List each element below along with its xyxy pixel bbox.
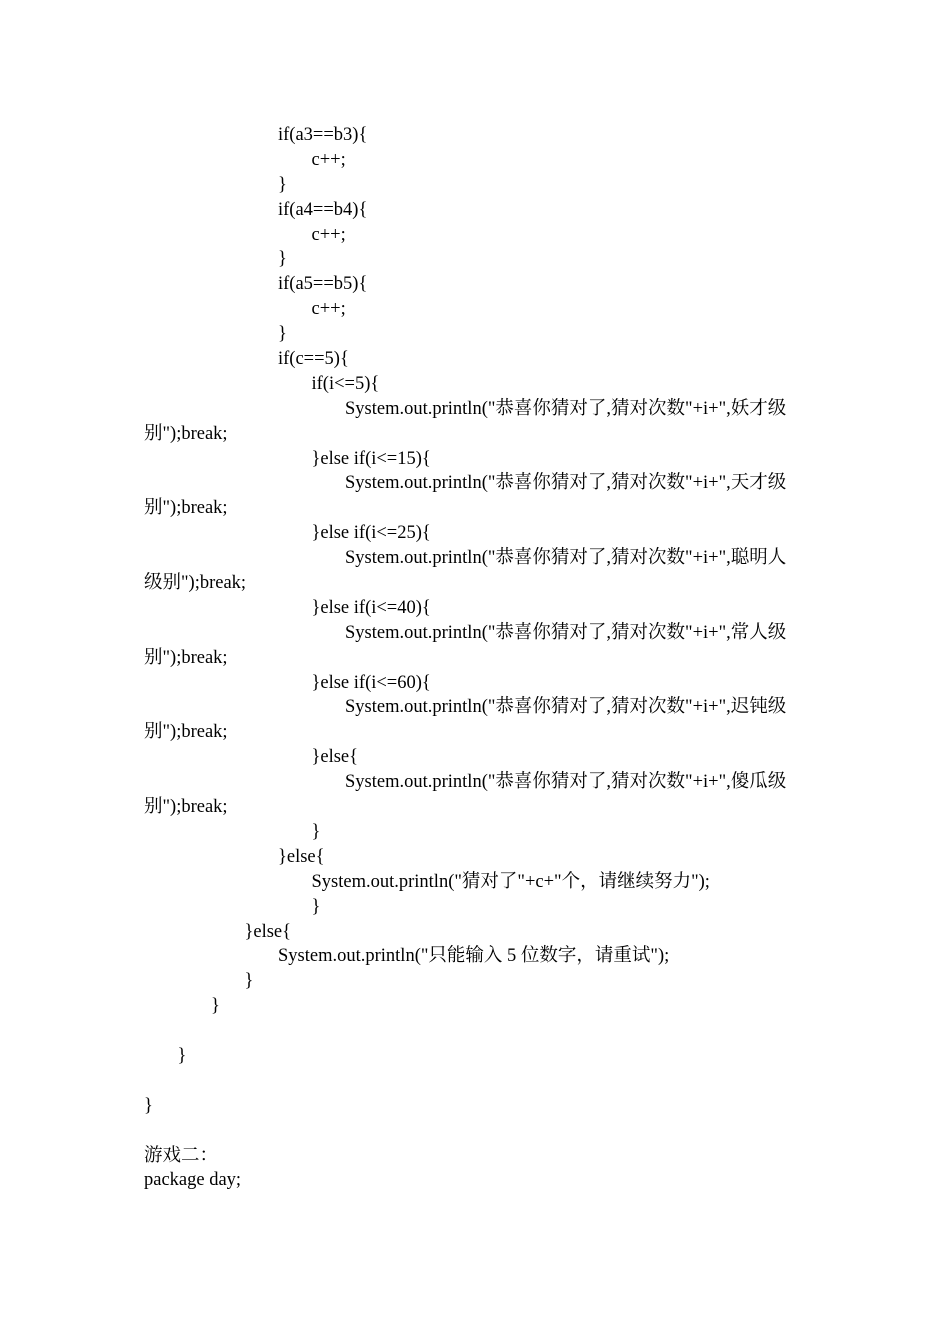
code-line	[0, 770, 950, 795]
code-line-text: 别");break;	[144, 423, 228, 444]
code-line-text: if(a5==b5){	[278, 274, 368, 295]
code-line	[0, 745, 950, 770]
code-line	[0, 521, 950, 546]
code-line-text: c++;	[311, 224, 346, 245]
code-line-text: 别");break;	[144, 647, 228, 668]
code-line	[0, 198, 950, 223]
code-line	[0, 322, 950, 347]
code-line	[0, 571, 950, 596]
code-line-text: }	[177, 1045, 187, 1066]
code-line	[0, 820, 950, 845]
code-listing	[0, 123, 950, 1193]
code-line-text: System.out.println("恭喜你猜对了,猜对次数"+i+",妖才级	[345, 398, 787, 419]
code-line	[0, 372, 950, 397]
code-line	[0, 397, 950, 422]
code-line-text: System.out.println("恭喜你猜对了,猜对次数"+i+",常人级	[345, 622, 787, 643]
code-line-text: }	[244, 971, 254, 992]
code-line-text: }	[278, 249, 287, 270]
code-line	[0, 646, 950, 671]
code-line	[0, 123, 950, 148]
code-line-text: }else{	[278, 846, 325, 867]
code-line-text: System.out.println("恭喜你猜对了,猜对次数"+i+",迟钝级	[345, 697, 787, 718]
code-line-text: }	[211, 996, 220, 1017]
code-line	[0, 621, 950, 646]
code-line	[0, 895, 950, 920]
code-line	[0, 1044, 950, 1069]
code-line	[0, 422, 950, 447]
code-line	[0, 845, 950, 870]
code-line	[0, 347, 950, 372]
code-line	[0, 720, 950, 745]
code-line-text: if(c==5){	[278, 349, 349, 370]
code-line-text: 别");break;	[144, 797, 228, 818]
code-line	[0, 148, 950, 173]
code-line	[0, 969, 950, 994]
code-line	[0, 870, 950, 895]
code-line	[0, 247, 950, 272]
code-line-text: 别");break;	[144, 498, 228, 519]
code-line	[0, 994, 950, 1019]
code-line	[0, 795, 950, 820]
code-line-text: c++;	[311, 299, 346, 320]
code-line-text: }else{	[311, 747, 359, 768]
code-line-text: }	[278, 174, 287, 195]
code-line-text: }	[278, 324, 287, 345]
code-line-text: System.out.println("恭喜你猜对了,猜对次数"+i+",天才级	[345, 473, 787, 494]
code-line-text: }else if(i<=60){	[311, 672, 431, 693]
code-line	[0, 1168, 950, 1193]
code-line-text: }else if(i<=25){	[311, 523, 431, 544]
code-line-text: }	[144, 1095, 153, 1116]
code-line-text: 别");break;	[144, 722, 228, 743]
code-line-text: }else{	[244, 921, 292, 942]
code-line-text: System.out.println("恭喜你猜对了,猜对次数"+i+",傻瓜级	[345, 772, 787, 793]
code-line-text: System.out.println("只能输入 5 位数字，请重试");	[278, 946, 670, 967]
code-line	[0, 944, 950, 969]
code-line	[0, 920, 950, 945]
code-line-text: package day;	[144, 1170, 242, 1191]
code-line	[0, 1069, 950, 1094]
code-line-text: System.out.println("恭喜你猜对了,猜对次数"+i+",聪明人	[345, 548, 787, 569]
code-line	[0, 447, 950, 472]
code-line	[0, 272, 950, 297]
code-line	[0, 173, 950, 198]
code-line-text: 游戏二：	[144, 1145, 219, 1166]
code-line	[0, 695, 950, 720]
code-line	[0, 496, 950, 521]
code-line	[0, 223, 950, 248]
code-line-text: }else if(i<=40){	[311, 597, 431, 618]
code-line-text: if(a4==b4){	[278, 199, 368, 220]
code-line	[0, 671, 950, 696]
code-line-text: }	[311, 896, 321, 917]
code-line	[0, 1119, 950, 1144]
code-line	[0, 546, 950, 571]
code-line-text: c++;	[311, 149, 346, 170]
code-line	[0, 1019, 950, 1044]
code-line	[0, 596, 950, 621]
code-line-text: }else if(i<=15){	[311, 448, 431, 469]
code-line-text: }	[311, 821, 321, 842]
code-line	[0, 297, 950, 322]
code-line-text: if(a3==b3){	[278, 125, 368, 145]
code-line-text: 级别");break;	[144, 573, 247, 594]
code-line	[0, 471, 950, 496]
code-line-text: if(i<=5){	[311, 373, 380, 394]
code-line-text: System.out.println("猜对了"+c+"个，请继续努力");	[311, 871, 710, 892]
code-line	[0, 1144, 950, 1169]
code-line	[0, 1094, 950, 1119]
